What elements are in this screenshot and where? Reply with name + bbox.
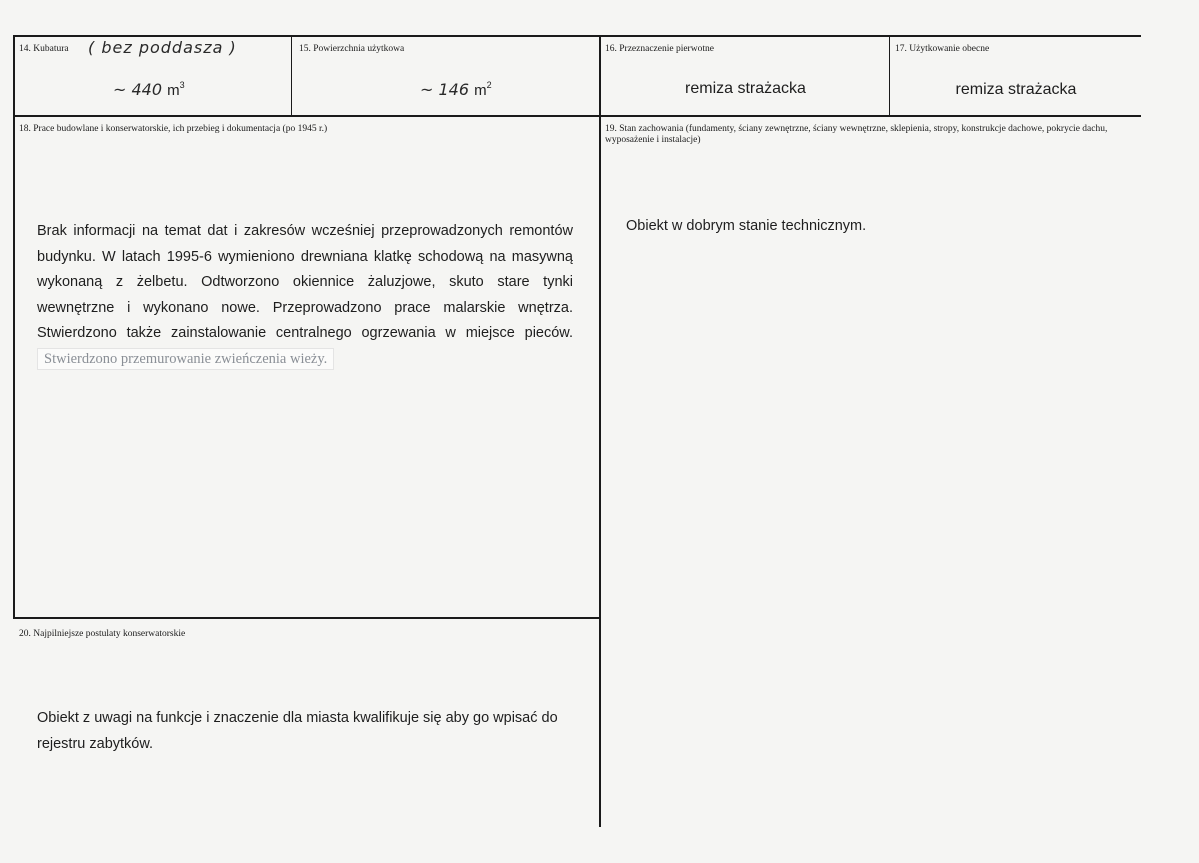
field-14-handwritten-number: ~ 440 — [113, 80, 163, 99]
field-17-label: 17. Użytkowanie obecne — [895, 44, 990, 54]
field-16-label: 16. Przeznaczenie pierwotne — [605, 44, 714, 54]
divider-14-15 — [291, 35, 292, 116]
field-18-typed-text: Brak informacji na temat dat i zakresów wcześniej przeprowadzonych remontów budynku. W latach 1995-6 wymieniono drewniana klatkę schodową na masywną wykonaną z żelbetu. Odtworzono okiennice żaluzjowe, skuto stare tynki wewnętrzne i wykonano nowe. Przeprowadzono prace malarskie wnętrza. Stwierdzono także zainstalowanie centralnego ogrzewania w miejsce pieców. — [37, 223, 573, 341]
field-14-value — [113, 80, 185, 99]
main-vertical-divider — [599, 35, 601, 827]
header-row-bottom-line — [13, 115, 1141, 117]
field-18-pasted-note: Stwierdzono przemurowanie zwieńczenia wieży. — [37, 348, 334, 370]
field-15-handwritten-number: ~ 146 — [420, 80, 470, 99]
field-14-unit: $m^3$ — [167, 80, 185, 99]
field-17-value: remiza strażacka — [955, 81, 1077, 98]
field-20-text: Obiekt z uwagi na funkcje i znaczenie dla miasta kwalifikuje się aby go wpisać do rejestru zabytków. — [37, 710, 558, 752]
left-border-line — [13, 35, 15, 619]
top-border-line — [13, 35, 1141, 37]
field-18-text — [37, 219, 573, 372]
field-14-label: 14. Kubatura — [19, 44, 69, 54]
divider-16-17 — [889, 35, 890, 116]
field-16-value: remiza strażacka — [685, 80, 806, 97]
field-19-label: 19. Stan zachowania (fundamenty, ściany zewnętrzne, ściany wewnętrzne, sklepienia, stropy, konstrukcje dachowe, pokrycie dachu, wyposażenie i instalacje) — [605, 124, 1108, 145]
field-18-label: 18. Prace budowlane i konserwatorskie, ich przebieg i dokumentacja (po 1945 r.) — [19, 124, 328, 134]
field-15-unit: $m^2$ — [474, 80, 492, 99]
field-19-text: Obiekt w dobrym stanie technicznym. — [626, 218, 867, 234]
field-15-label: 15. Powierzchnia użytkowa — [299, 44, 405, 54]
field-14-handwritten-note: ( bez poddasza ) — [88, 38, 237, 57]
field-15-value — [420, 80, 492, 99]
field-20-label: 20. Najpilniejsze postulaty konserwatorskie — [19, 629, 186, 639]
section-18-bottom-line — [13, 617, 600, 619]
